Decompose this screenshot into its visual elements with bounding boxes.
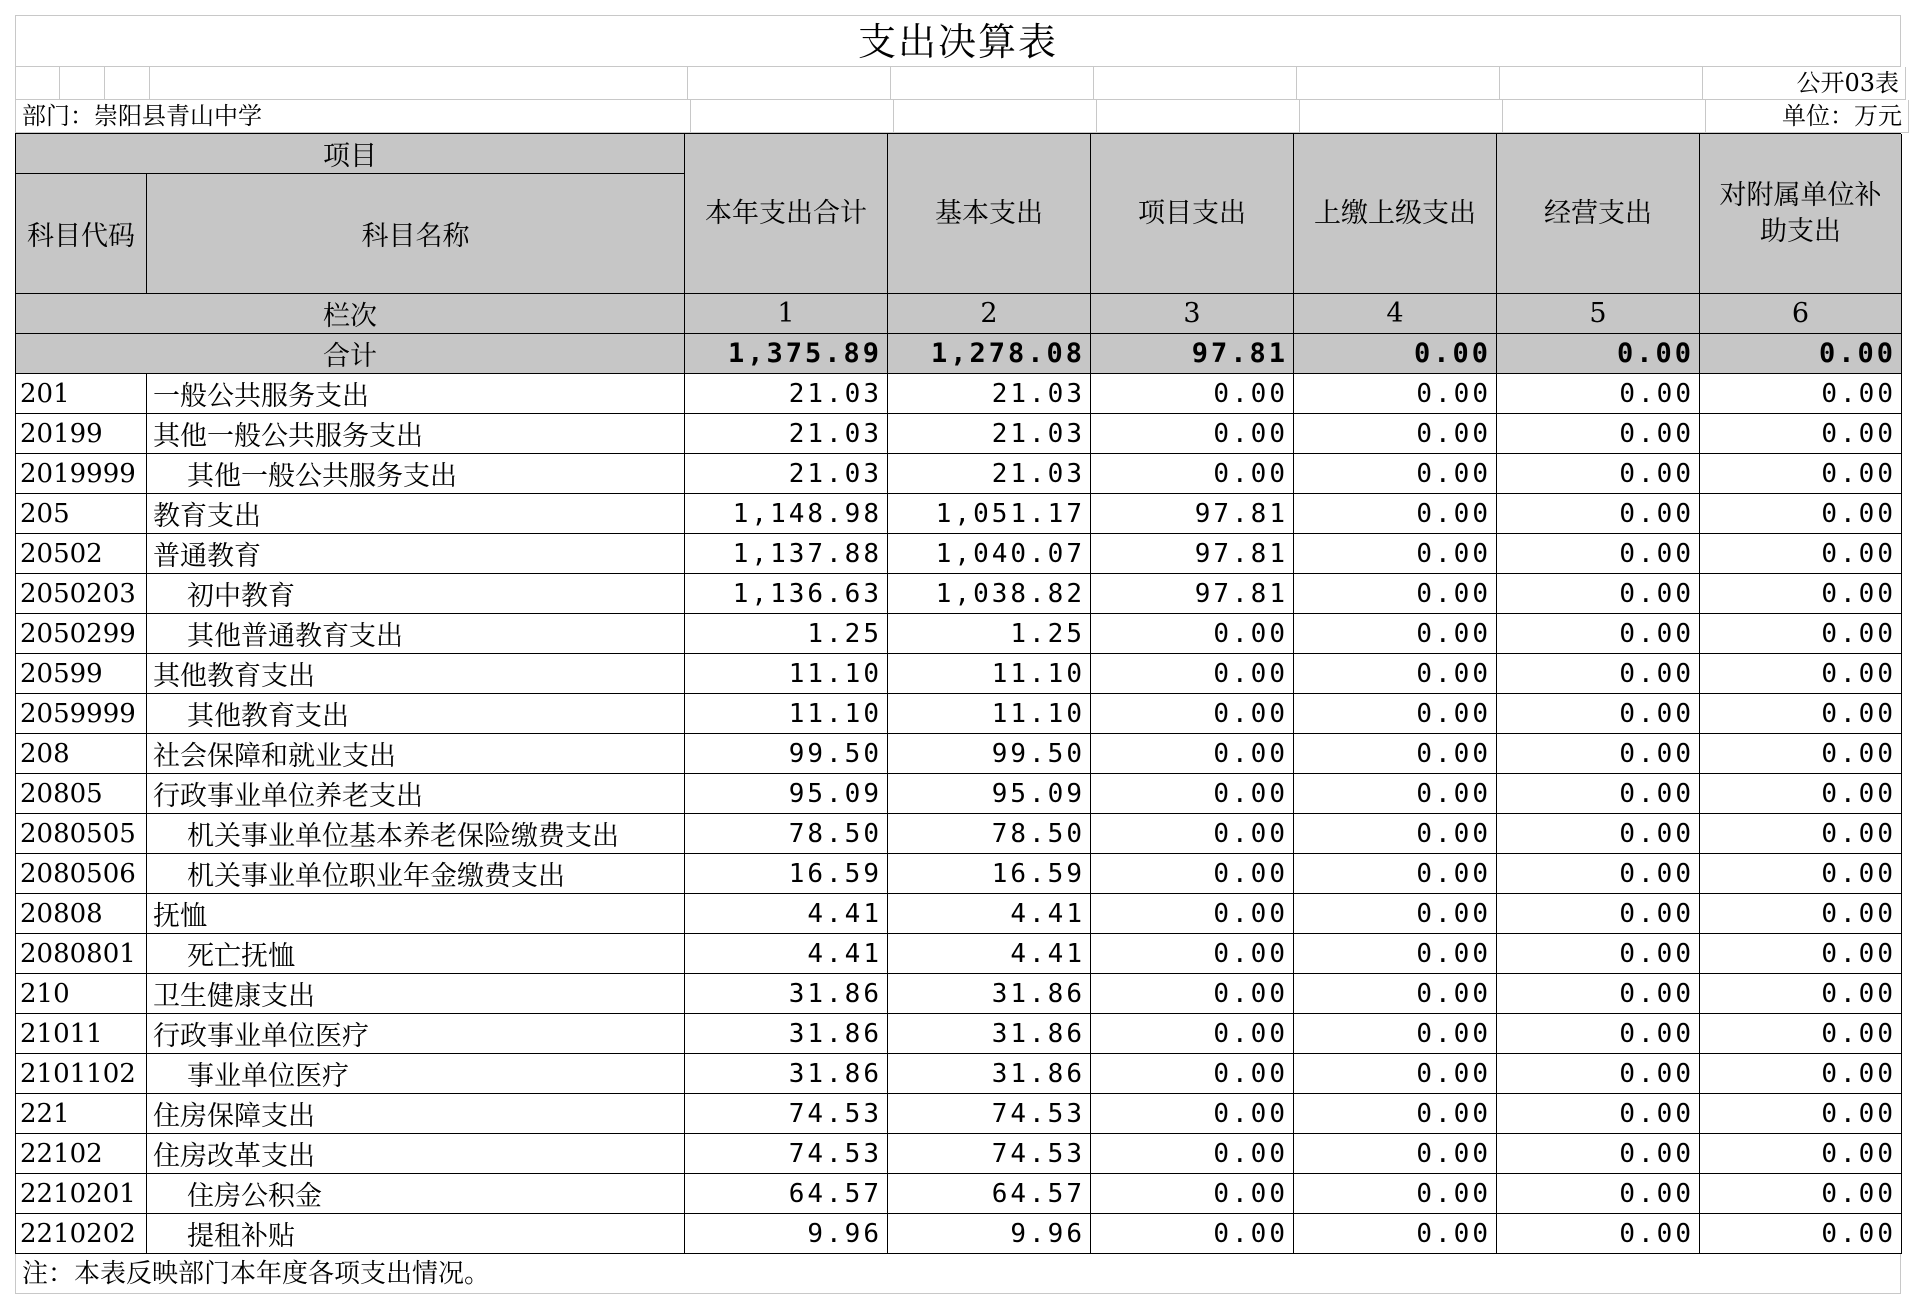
total-value: 0.00 xyxy=(1700,334,1902,374)
row-value: 97.81 xyxy=(1091,534,1294,574)
row-value: 21.03 xyxy=(685,414,888,454)
row-value: 0.00 xyxy=(1497,1014,1700,1054)
blank-cell xyxy=(891,67,1094,100)
row-value: 0.00 xyxy=(1497,734,1700,774)
header-col5: 经营支出 xyxy=(1497,134,1700,294)
row-value: 0.00 xyxy=(1497,814,1700,854)
lanci-label: 栏次 xyxy=(16,294,685,334)
row-value: 0.00 xyxy=(1497,1174,1700,1214)
total-label: 合计 xyxy=(16,334,685,374)
row-value: 0.00 xyxy=(1700,574,1902,614)
row-name: 住房保障支出 xyxy=(147,1094,685,1134)
blank-cell xyxy=(60,67,105,100)
row-value: 1,136.63 xyxy=(685,574,888,614)
row-value: 95.09 xyxy=(888,774,1091,814)
row-value: 9.96 xyxy=(888,1214,1091,1254)
row-code: 205 xyxy=(16,494,147,534)
row-value: 0.00 xyxy=(1091,894,1294,934)
row-value: 95.09 xyxy=(685,774,888,814)
row-value: 0.00 xyxy=(1294,1174,1497,1214)
lanci-num: 5 xyxy=(1497,294,1700,334)
row-value: 1,038.82 xyxy=(888,574,1091,614)
expenditure-table xyxy=(15,133,1901,1254)
row-value: 0.00 xyxy=(1497,414,1700,454)
row-value: 0.00 xyxy=(1700,374,1902,414)
row-value: 0.00 xyxy=(1497,974,1700,1014)
row-value: 0.00 xyxy=(1091,1174,1294,1214)
header-xiangmu: 项目 xyxy=(16,134,685,174)
department-label: 部门：崇阳县青山中学 xyxy=(15,100,691,133)
row-name: 提租补贴 xyxy=(147,1214,685,1254)
row-value: 4.41 xyxy=(685,934,888,974)
unit-label: 单位：万元 xyxy=(1706,100,1909,133)
row-value: 0.00 xyxy=(1091,454,1294,494)
row-value: 0.00 xyxy=(1700,454,1902,494)
row-code: 208 xyxy=(16,734,147,774)
row-value: 0.00 xyxy=(1294,374,1497,414)
row-value: 0.00 xyxy=(1294,814,1497,854)
row-value: 4.41 xyxy=(685,894,888,934)
total-value: 0.00 xyxy=(1294,334,1497,374)
row-value: 0.00 xyxy=(1091,974,1294,1014)
row-value: 0.00 xyxy=(1700,1214,1902,1254)
row-code: 2050203 xyxy=(16,574,147,614)
row-value: 0.00 xyxy=(1091,934,1294,974)
row-value: 1,148.98 xyxy=(685,494,888,534)
total-value: 1,278.08 xyxy=(888,334,1091,374)
row-code: 20502 xyxy=(16,534,147,574)
meta-row-2 xyxy=(15,100,1901,133)
row-value: 0.00 xyxy=(1294,694,1497,734)
lanci-num: 1 xyxy=(685,294,888,334)
row-value: 0.00 xyxy=(1091,614,1294,654)
row-value: 0.00 xyxy=(1294,934,1497,974)
row-value: 0.00 xyxy=(1497,614,1700,654)
row-value: 31.86 xyxy=(888,974,1091,1014)
blank-cell xyxy=(1503,100,1706,133)
row-value: 0.00 xyxy=(1091,1214,1294,1254)
lanci-num: 2 xyxy=(888,294,1091,334)
row-name: 卫生健康支出 xyxy=(147,974,685,1014)
lanci-num: 3 xyxy=(1091,294,1294,334)
row-code: 20808 xyxy=(16,894,147,934)
blank-cell xyxy=(691,100,894,133)
blank-cell xyxy=(894,100,1097,133)
row-code: 221 xyxy=(16,1094,147,1134)
row-code: 2080505 xyxy=(16,814,147,854)
row-code: 2050299 xyxy=(16,614,147,654)
blank-cell xyxy=(1297,67,1500,100)
blank-cell xyxy=(1094,67,1297,100)
row-value: 0.00 xyxy=(1294,894,1497,934)
row-code: 20199 xyxy=(16,414,147,454)
row-value: 16.59 xyxy=(888,854,1091,894)
row-value: 74.53 xyxy=(685,1134,888,1174)
row-name: 机关事业单位职业年金缴费支出 xyxy=(147,854,685,894)
row-value: 0.00 xyxy=(1700,1174,1902,1214)
row-value: 21.03 xyxy=(888,374,1091,414)
row-value: 0.00 xyxy=(1497,534,1700,574)
row-value: 0.00 xyxy=(1497,454,1700,494)
row-value: 0.00 xyxy=(1700,894,1902,934)
row-name: 事业单位医疗 xyxy=(147,1054,685,1094)
blank-cell xyxy=(150,67,688,100)
row-value: 21.03 xyxy=(888,414,1091,454)
table-number: 公开03表 xyxy=(1703,67,1906,100)
row-value: 0.00 xyxy=(1294,494,1497,534)
row-code: 2210202 xyxy=(16,1214,147,1254)
row-value: 0.00 xyxy=(1091,654,1294,694)
row-value: 0.00 xyxy=(1497,854,1700,894)
row-value: 0.00 xyxy=(1294,414,1497,454)
row-value: 21.03 xyxy=(685,374,888,414)
row-value: 0.00 xyxy=(1091,1014,1294,1054)
blank-cell xyxy=(1300,100,1503,133)
row-value: 0.00 xyxy=(1497,934,1700,974)
row-code: 22102 xyxy=(16,1134,147,1174)
row-value: 78.50 xyxy=(685,814,888,854)
lanci-num: 6 xyxy=(1700,294,1902,334)
row-value: 0.00 xyxy=(1091,734,1294,774)
row-value: 0.00 xyxy=(1294,1014,1497,1054)
row-value: 0.00 xyxy=(1091,1054,1294,1094)
header-col4: 上缴上级支出 xyxy=(1294,134,1497,294)
row-name: 死亡抚恤 xyxy=(147,934,685,974)
row-value: 0.00 xyxy=(1497,1214,1700,1254)
row-name: 其他一般公共服务支出 xyxy=(147,414,685,454)
row-value: 31.86 xyxy=(888,1014,1091,1054)
row-value: 31.86 xyxy=(685,1014,888,1054)
header-col1: 本年支出合计 xyxy=(685,134,888,294)
row-name: 社会保障和就业支出 xyxy=(147,734,685,774)
row-value: 16.59 xyxy=(685,854,888,894)
table-note: 注：本表反映部门本年度各项支出情况。 xyxy=(15,1254,1901,1294)
row-value: 0.00 xyxy=(1700,494,1902,534)
row-name: 初中教育 xyxy=(147,574,685,614)
row-value: 64.57 xyxy=(685,1174,888,1214)
row-code: 2210201 xyxy=(16,1174,147,1214)
header-col3: 项目支出 xyxy=(1091,134,1294,294)
row-value: 99.50 xyxy=(888,734,1091,774)
row-code: 2101102 xyxy=(16,1054,147,1094)
row-name: 普通教育 xyxy=(147,534,685,574)
row-value: 1,137.88 xyxy=(685,534,888,574)
row-value: 0.00 xyxy=(1294,454,1497,494)
row-value: 0.00 xyxy=(1700,734,1902,774)
row-value: 1,051.17 xyxy=(888,494,1091,534)
row-value: 0.00 xyxy=(1497,494,1700,534)
blank-cell xyxy=(15,67,60,100)
row-name: 其他教育支出 xyxy=(147,654,685,694)
row-code: 2019999 xyxy=(16,454,147,494)
row-code: 2080506 xyxy=(16,854,147,894)
spreadsheet xyxy=(15,15,1901,1294)
row-value: 0.00 xyxy=(1700,614,1902,654)
meta-row-1 xyxy=(15,67,1901,100)
row-value: 11.10 xyxy=(888,654,1091,694)
row-value: 0.00 xyxy=(1091,814,1294,854)
row-value: 0.00 xyxy=(1294,1134,1497,1174)
row-value: 4.41 xyxy=(888,894,1091,934)
row-name: 住房改革支出 xyxy=(147,1134,685,1174)
row-value: 0.00 xyxy=(1700,414,1902,454)
header-col6: 对附属单位补助支出 xyxy=(1700,134,1902,294)
row-value: 0.00 xyxy=(1294,1054,1497,1094)
row-value: 0.00 xyxy=(1091,774,1294,814)
row-name: 一般公共服务支出 xyxy=(147,374,685,414)
row-value: 0.00 xyxy=(1700,1134,1902,1174)
row-value: 21.03 xyxy=(888,454,1091,494)
row-value: 78.50 xyxy=(888,814,1091,854)
row-value: 0.00 xyxy=(1497,694,1700,734)
row-code: 2080801 xyxy=(16,934,147,974)
row-value: 0.00 xyxy=(1294,854,1497,894)
row-value: 1.25 xyxy=(685,614,888,654)
row-value: 97.81 xyxy=(1091,574,1294,614)
row-value: 0.00 xyxy=(1091,694,1294,734)
row-code: 201 xyxy=(16,374,147,414)
row-name: 其他普通教育支出 xyxy=(147,614,685,654)
row-value: 0.00 xyxy=(1294,774,1497,814)
row-value: 1.25 xyxy=(888,614,1091,654)
row-value: 31.86 xyxy=(888,1054,1091,1094)
header-name: 科目名称 xyxy=(147,174,685,294)
row-value: 0.00 xyxy=(1091,1134,1294,1174)
row-value: 0.00 xyxy=(1700,854,1902,894)
row-value: 21.03 xyxy=(685,454,888,494)
row-value: 31.86 xyxy=(685,974,888,1014)
blank-cell xyxy=(1097,100,1300,133)
row-value: 0.00 xyxy=(1497,774,1700,814)
row-name: 住房公积金 xyxy=(147,1174,685,1214)
row-value: 0.00 xyxy=(1700,654,1902,694)
row-name: 抚恤 xyxy=(147,894,685,934)
blank-cell xyxy=(688,67,891,100)
row-code: 2059999 xyxy=(16,694,147,734)
header-code: 科目代码 xyxy=(16,174,147,294)
row-code: 20599 xyxy=(16,654,147,694)
row-value: 0.00 xyxy=(1091,1094,1294,1134)
row-code: 21011 xyxy=(16,1014,147,1054)
row-value: 74.53 xyxy=(888,1094,1091,1134)
row-value: 0.00 xyxy=(1700,694,1902,734)
row-value: 74.53 xyxy=(685,1094,888,1134)
row-value: 0.00 xyxy=(1497,574,1700,614)
table-title: 支出决算表 xyxy=(15,15,1901,67)
total-value: 97.81 xyxy=(1091,334,1294,374)
row-value: 0.00 xyxy=(1700,774,1902,814)
row-value: 0.00 xyxy=(1294,1214,1497,1254)
lanci-num: 4 xyxy=(1294,294,1497,334)
row-value: 31.86 xyxy=(685,1054,888,1094)
row-value: 0.00 xyxy=(1700,1094,1902,1134)
row-name: 行政事业单位医疗 xyxy=(147,1014,685,1054)
row-value: 0.00 xyxy=(1294,534,1497,574)
row-value: 0.00 xyxy=(1091,414,1294,454)
row-value: 0.00 xyxy=(1497,1094,1700,1134)
row-value: 0.00 xyxy=(1294,974,1497,1014)
row-code: 210 xyxy=(16,974,147,1014)
row-value: 0.00 xyxy=(1091,374,1294,414)
row-value: 0.00 xyxy=(1700,534,1902,574)
row-code: 20805 xyxy=(16,774,147,814)
total-value: 1,375.89 xyxy=(685,334,888,374)
row-value: 0.00 xyxy=(1294,1094,1497,1134)
row-value: 0.00 xyxy=(1700,814,1902,854)
row-value: 64.57 xyxy=(888,1174,1091,1214)
blank-cell xyxy=(1500,67,1703,100)
row-value: 0.00 xyxy=(1497,654,1700,694)
row-value: 0.00 xyxy=(1091,854,1294,894)
row-value: 9.96 xyxy=(685,1214,888,1254)
row-value: 4.41 xyxy=(888,934,1091,974)
row-value: 11.10 xyxy=(685,694,888,734)
row-name: 行政事业单位养老支出 xyxy=(147,774,685,814)
row-value: 0.00 xyxy=(1700,1054,1902,1094)
total-value: 0.00 xyxy=(1497,334,1700,374)
row-name: 其他一般公共服务支出 xyxy=(147,454,685,494)
row-value: 0.00 xyxy=(1497,894,1700,934)
row-value: 0.00 xyxy=(1294,574,1497,614)
row-value: 1,040.07 xyxy=(888,534,1091,574)
row-value: 0.00 xyxy=(1294,614,1497,654)
row-value: 0.00 xyxy=(1497,374,1700,414)
row-value: 0.00 xyxy=(1497,1134,1700,1174)
row-value: 99.50 xyxy=(685,734,888,774)
row-value: 0.00 xyxy=(1700,974,1902,1014)
row-value: 11.10 xyxy=(888,694,1091,734)
row-value: 97.81 xyxy=(1091,494,1294,534)
row-name: 机关事业单位基本养老保险缴费支出 xyxy=(147,814,685,854)
row-name: 其他教育支出 xyxy=(147,694,685,734)
row-value: 0.00 xyxy=(1700,1014,1902,1054)
row-value: 0.00 xyxy=(1294,734,1497,774)
blank-cell xyxy=(105,67,150,100)
row-value: 0.00 xyxy=(1294,654,1497,694)
row-value: 0.00 xyxy=(1700,934,1902,974)
row-value: 0.00 xyxy=(1497,1054,1700,1094)
row-name: 教育支出 xyxy=(147,494,685,534)
header-col2: 基本支出 xyxy=(888,134,1091,294)
row-value: 74.53 xyxy=(888,1134,1091,1174)
row-value: 11.10 xyxy=(685,654,888,694)
